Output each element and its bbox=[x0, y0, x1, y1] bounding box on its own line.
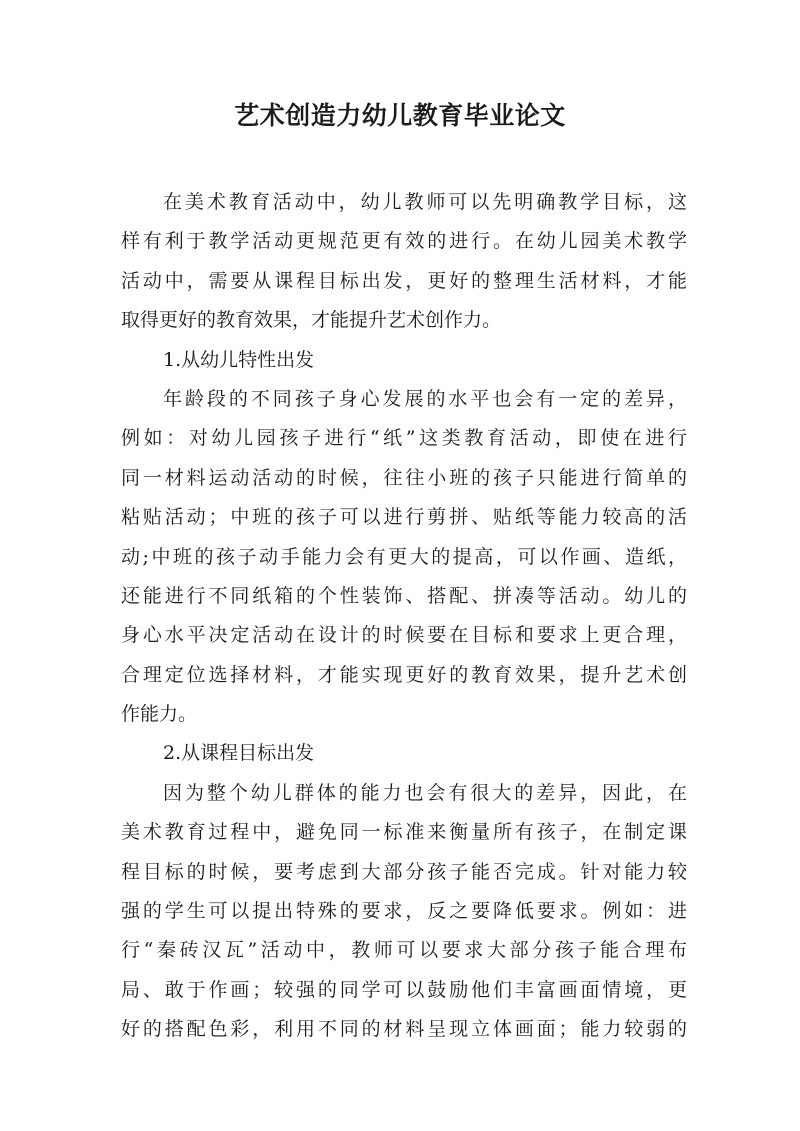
section-heading-text: 1.从幼儿特性出发 bbox=[163, 348, 315, 371]
text-line: 强的学生可以提出特殊的要求，反之要降低要求。例如：进 bbox=[121, 900, 687, 923]
text-line: 在美术教育活动中，幼儿教师可以先明确教学目标，这 bbox=[163, 191, 687, 213]
section-heading bbox=[121, 734, 687, 773]
text-line: 好的搭配色彩，利用不同的材料呈现立体画面；能力较弱的 bbox=[121, 1018, 687, 1041]
document-body bbox=[121, 183, 687, 1050]
paragraph bbox=[121, 380, 687, 735]
document-title: 艺术创造力幼儿教育毕业论文 bbox=[234, 101, 566, 130]
section-heading-text: 2.从课程目标出发 bbox=[163, 742, 315, 765]
text-line: 作能力。 bbox=[121, 703, 198, 726]
text-line: 美术教育过程中，避免同一标准来衡量所有孩子，在制定课 bbox=[121, 821, 687, 844]
text-line: 身心水平决定活动在设计的时候要在目标和要求上更合理， bbox=[121, 624, 687, 647]
paragraph bbox=[121, 774, 687, 1050]
text-line: 例如：对幼儿园孩子进行“纸”这类教育活动，即使在进行 bbox=[121, 427, 687, 450]
text-line: 程目标的时候，要考虑到大部分孩子能否完成。针对能力较 bbox=[121, 860, 687, 883]
text-line: 同一材料运动活动的时候，往往小班的孩子只能进行简单的 bbox=[121, 466, 687, 489]
text-line: 样有利于教学活动更规范更有效的进行。在幼儿园美术教学 bbox=[121, 230, 687, 253]
text-line: 局、敢于作画；较强的同学可以鼓励他们丰富画面情境，更 bbox=[121, 978, 687, 1001]
text-line: 还能进行不同纸箱的个性装饰、搭配、拼凑等活动。幼儿的 bbox=[121, 584, 687, 607]
text-line: 活动中，需要从课程目标出发，更好的整理生活材料，才能 bbox=[121, 269, 687, 292]
text-line: 行“秦砖汉瓦”活动中，教师可以要求大部分孩子能合理布 bbox=[121, 939, 687, 962]
text-line: 动;中班的孩子动手能力会有更大的提高，可以作画、造纸， bbox=[121, 545, 687, 568]
text-line: 粘贴活动；中班的孩子可以进行剪拼、贴纸等能力较高的活 bbox=[121, 506, 687, 529]
text-line: 取得更好的教育效果，才能提升艺术创作力。 bbox=[121, 309, 502, 332]
text-line: 年龄段的不同孩子身心发展的水平也会有一定的差异， bbox=[163, 387, 687, 410]
paragraph bbox=[121, 183, 687, 341]
section-heading bbox=[121, 341, 687, 380]
text-line: 合理定位选择材料，才能实现更好的教育效果，提升艺术创 bbox=[121, 663, 687, 686]
text-line: 因为整个幼儿群体的能力也会有很大的差异，因此，在 bbox=[163, 781, 687, 804]
